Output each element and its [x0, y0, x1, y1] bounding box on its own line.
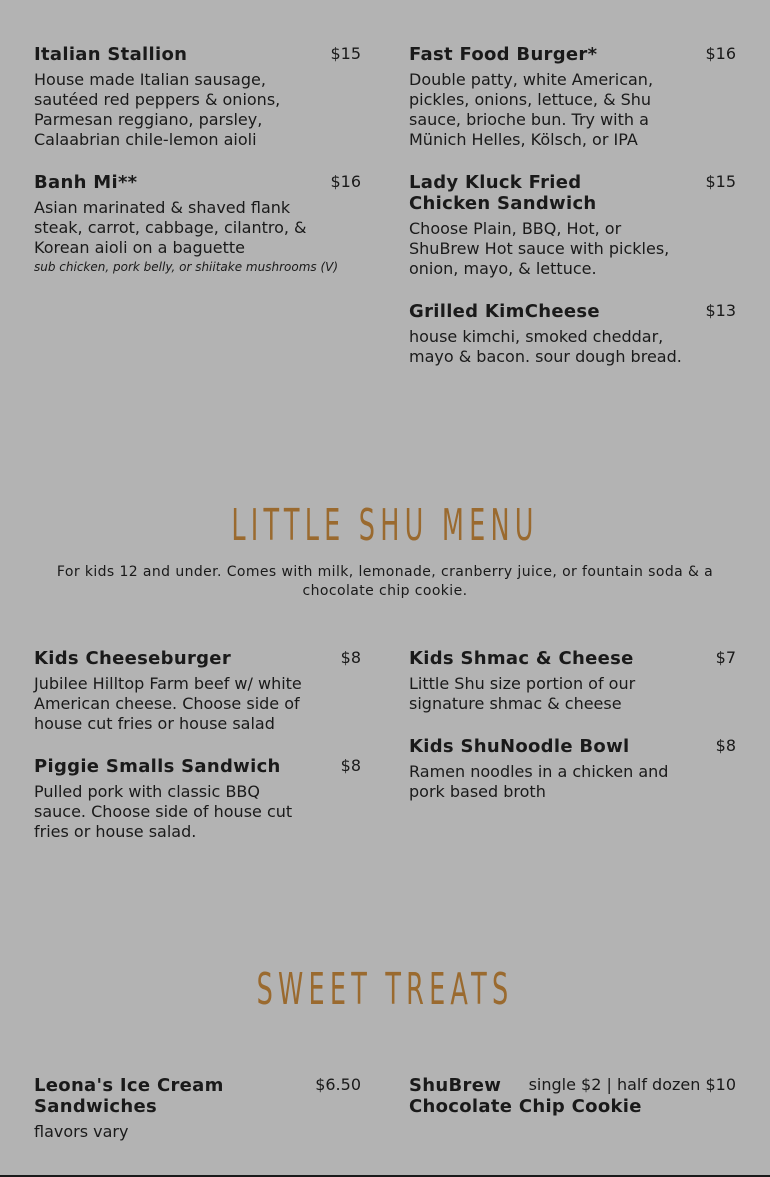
kids-left-column — [34, 648, 361, 862]
item-name: Italian Stallion — [34, 44, 188, 65]
item-price: $16 — [705, 44, 736, 63]
item-name: ShuBrew — [409, 1075, 502, 1096]
item-price: $16 — [330, 172, 361, 191]
item-description: Asian marinated & shaved flank steak, carrot, cabbage, cilantro, & Korean aioli on a baguette — [34, 198, 307, 257]
item-name: Leona's Ice Cream Sandwiches — [34, 1075, 224, 1117]
item-price: $15 — [330, 44, 361, 63]
menu-item-italian-stallion — [34, 44, 361, 150]
item-name-line-2: Chocolate Chip Cookie — [409, 1096, 642, 1117]
item-name: Banh Mi** — [34, 172, 138, 193]
item-description: house kimchi, smoked cheddar, mayo & bacon. sour dough bread. — [409, 327, 682, 366]
item-price: $8 — [340, 648, 361, 667]
kids-menu-title: LITTLE SHU MENU — [231, 500, 539, 551]
item-price: $15 — [705, 172, 736, 191]
item-name: Kids Cheeseburger — [34, 648, 231, 669]
menu-item-kids-shmac — [409, 648, 736, 714]
sweet-treats-title: SWEET TREATS — [256, 964, 514, 1015]
menu-item-kids-cheeseburger — [34, 648, 361, 734]
menu-item-kids-shunoodle — [409, 736, 736, 802]
item-description: Jubilee Hilltop Farm beef w/ white American cheese. Choose side of house cut fries or house salad — [34, 674, 302, 733]
item-name: Piggie Smalls Sandwich — [34, 756, 281, 777]
sweets-left-column — [34, 1075, 361, 1162]
entrees-left-column — [34, 44, 361, 296]
item-name: Kids Shmac & Cheese — [409, 648, 634, 669]
item-description: Choose Plain, BBQ, Hot, or ShuBrew Hot sauce with pickles, onion, mayo, & lettuce. — [409, 219, 670, 278]
item-price: $8 — [715, 736, 736, 755]
menu-item-fast-food-burger — [409, 44, 736, 150]
item-price: $13 — [705, 301, 736, 320]
item-description: Pulled pork with classic BBQ sauce. Choose side of house cut fries or house salad. — [34, 782, 293, 841]
item-description: Ramen noodles in a chicken and pork based broth — [409, 762, 669, 801]
menu-item-chocolate-chip-cookie — [409, 1075, 736, 1119]
item-price: $7 — [715, 648, 736, 667]
menu-item-grilled-kimcheese — [409, 301, 736, 367]
entrees-right-column — [409, 44, 736, 387]
menu-item-lady-kluck — [409, 172, 736, 279]
item-description: flavors vary — [34, 1122, 129, 1141]
item-description: Little Shu size portion of our signature shmac & cheese — [409, 674, 636, 713]
item-note: sub chicken, pork belly, or shiitake mushrooms (V) — [34, 260, 339, 274]
item-price: $8 — [340, 756, 361, 775]
item-name: Grilled KimCheese — [409, 301, 600, 322]
menu-item-banh-mi — [34, 172, 361, 276]
menu-item-ice-cream-sandwiches — [34, 1075, 361, 1142]
item-price: single $2 | half dozen $10 — [528, 1075, 736, 1094]
kids-right-column — [409, 648, 736, 822]
item-description: House made Italian sausage, sautéed red peppers & onions, Parmesan reggiano, parsley, Calaabrian chile-lemon aioli — [34, 70, 281, 149]
sweets-right-column — [409, 1075, 736, 1139]
item-name: Fast Food Burger* — [409, 44, 598, 65]
item-name: Kids ShuNoodle Bowl — [409, 736, 630, 757]
item-price: $6.50 — [315, 1075, 361, 1094]
item-description: Double patty, white American, pickles, onions, lettuce, & Shu sauce, brioche bun. Try with a Münich Helles, Kölsch, or IPA — [409, 70, 654, 149]
item-name: Lady Kluck Fried Chicken Sandwich — [409, 172, 597, 214]
kids-menu-subtitle: For kids 12 and under. Comes with milk, lemonade, cranberry juice, or fountain soda & a chocolate chip cookie. — [56, 564, 714, 599]
menu-item-piggie-smalls — [34, 756, 361, 842]
